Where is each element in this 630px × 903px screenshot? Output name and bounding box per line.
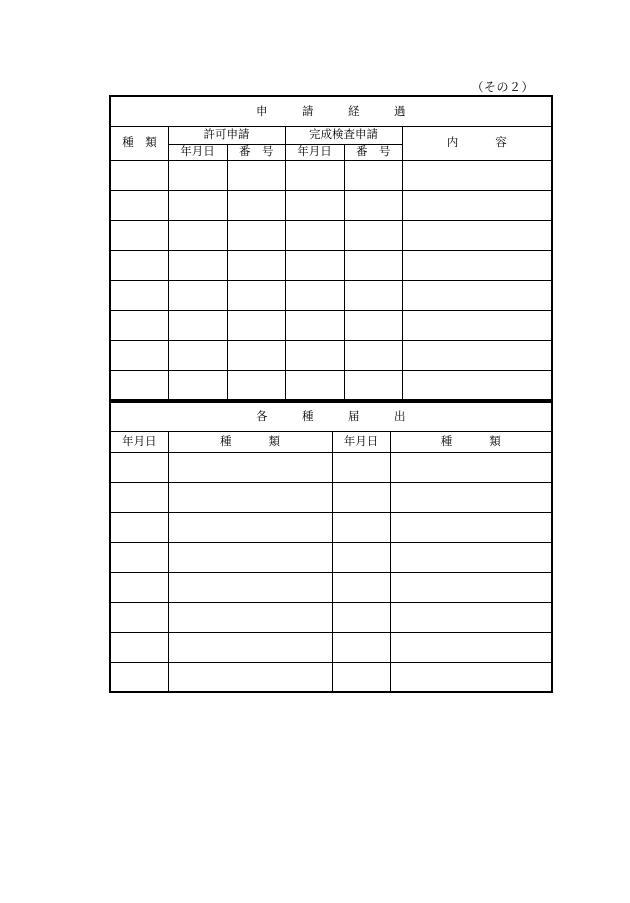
completion-date-cell[interactable] bbox=[285, 310, 344, 340]
content-cell[interactable] bbox=[402, 160, 552, 190]
content-cell[interactable] bbox=[402, 250, 552, 280]
application-row bbox=[110, 340, 552, 370]
completion-number-cell[interactable] bbox=[344, 280, 402, 310]
header-permit-number bbox=[227, 144, 285, 160]
header-type bbox=[110, 126, 168, 160]
type-left-cell[interactable] bbox=[168, 512, 332, 542]
date-left-cell[interactable] bbox=[110, 632, 168, 662]
header-completion-number-text: 番 号 bbox=[356, 144, 391, 159]
permit-date-cell[interactable] bbox=[168, 220, 227, 250]
completion-number-cell[interactable] bbox=[344, 370, 402, 400]
header-date-right: 年月日 bbox=[332, 431, 390, 452]
application-row bbox=[110, 310, 552, 340]
completion-date-cell[interactable] bbox=[285, 160, 344, 190]
header-type-left bbox=[168, 431, 332, 452]
type-right-cell[interactable] bbox=[390, 572, 552, 602]
completion-date-cell[interactable] bbox=[285, 220, 344, 250]
header-permit-date: 年月日 bbox=[168, 144, 227, 160]
permit-date-cell[interactable] bbox=[168, 280, 227, 310]
completion-number-cell[interactable] bbox=[344, 310, 402, 340]
type-cell[interactable] bbox=[110, 310, 168, 340]
date-right-cell[interactable] bbox=[332, 572, 390, 602]
permit-number-cell[interactable] bbox=[227, 190, 285, 220]
completion-date-cell[interactable] bbox=[285, 250, 344, 280]
application-row bbox=[110, 370, 552, 400]
type-cell[interactable] bbox=[110, 370, 168, 400]
date-right-cell[interactable] bbox=[332, 482, 390, 512]
application-row bbox=[110, 220, 552, 250]
type-cell[interactable] bbox=[110, 280, 168, 310]
permit-date-cell[interactable] bbox=[168, 160, 227, 190]
type-right-cell[interactable] bbox=[390, 482, 552, 512]
type-cell[interactable] bbox=[110, 250, 168, 280]
type-right-cell[interactable] bbox=[390, 632, 552, 662]
header-type-left-text: 種 類 bbox=[220, 433, 280, 448]
content-cell[interactable] bbox=[402, 370, 552, 400]
header-content bbox=[402, 126, 552, 160]
type-left-cell[interactable] bbox=[168, 482, 332, 512]
permit-number-cell[interactable] bbox=[227, 280, 285, 310]
completion-number-cell[interactable] bbox=[344, 220, 402, 250]
permit-number-cell[interactable] bbox=[227, 250, 285, 280]
date-left-cell[interactable] bbox=[110, 572, 168, 602]
type-cell[interactable] bbox=[110, 340, 168, 370]
notification-row bbox=[110, 632, 552, 662]
application-row bbox=[110, 160, 552, 190]
header-content-text: 内 容 bbox=[446, 135, 507, 150]
notification-row bbox=[110, 572, 552, 602]
type-cell[interactable] bbox=[110, 220, 168, 250]
permit-date-cell[interactable] bbox=[168, 310, 227, 340]
type-left-cell[interactable] bbox=[168, 572, 332, 602]
notifications-table bbox=[109, 401, 553, 693]
header-completion-date: 年月日 bbox=[285, 144, 344, 160]
notification-row bbox=[110, 542, 552, 572]
notification-row bbox=[110, 482, 552, 512]
header-type-text: 種 類 bbox=[122, 135, 157, 150]
type-right-cell[interactable] bbox=[390, 452, 552, 482]
date-right-cell[interactable] bbox=[332, 632, 390, 662]
header-completion-inspection: 完成検査申請 bbox=[285, 126, 402, 144]
notifications-title-text: 各 種 届 出 bbox=[256, 409, 406, 423]
notification-row bbox=[110, 662, 552, 692]
completion-number-cell[interactable] bbox=[344, 160, 402, 190]
completion-number-cell[interactable] bbox=[344, 190, 402, 220]
date-left-cell[interactable] bbox=[110, 602, 168, 632]
date-right-cell[interactable] bbox=[332, 512, 390, 542]
application-row bbox=[110, 190, 552, 220]
type-right-cell[interactable] bbox=[390, 512, 552, 542]
header-permit-number-text: 番 号 bbox=[239, 144, 274, 159]
completion-number-cell[interactable] bbox=[344, 250, 402, 280]
permit-number-cell[interactable] bbox=[227, 370, 285, 400]
completion-date-cell[interactable] bbox=[285, 280, 344, 310]
permit-date-cell[interactable] bbox=[168, 340, 227, 370]
header-permit-application: 許可申請 bbox=[168, 126, 285, 144]
date-left-cell[interactable] bbox=[110, 542, 168, 572]
type-right-cell[interactable] bbox=[390, 662, 552, 692]
completion-number-cell[interactable] bbox=[344, 340, 402, 370]
date-left-cell[interactable] bbox=[110, 512, 168, 542]
notifications-title bbox=[110, 402, 552, 431]
completion-date-cell[interactable] bbox=[285, 370, 344, 400]
notification-row bbox=[110, 512, 552, 542]
application-history-table bbox=[109, 95, 553, 401]
date-left-cell[interactable] bbox=[110, 662, 168, 692]
page-label: （その２） bbox=[471, 80, 534, 94]
type-cell[interactable] bbox=[110, 190, 168, 220]
header-type-right-text: 種 類 bbox=[440, 433, 501, 448]
permit-number-cell[interactable] bbox=[227, 310, 285, 340]
date-right-cell[interactable] bbox=[332, 452, 390, 482]
permit-number-cell[interactable] bbox=[227, 220, 285, 250]
permit-date-cell[interactable] bbox=[168, 370, 227, 400]
type-left-cell[interactable] bbox=[168, 632, 332, 662]
permit-date-cell[interactable] bbox=[168, 250, 227, 280]
application-row bbox=[110, 280, 552, 310]
date-left-cell[interactable] bbox=[110, 452, 168, 482]
permit-date-cell[interactable] bbox=[168, 190, 227, 220]
permit-number-cell[interactable] bbox=[227, 340, 285, 370]
header-date-left: 年月日 bbox=[110, 431, 168, 452]
type-left-cell[interactable] bbox=[168, 662, 332, 692]
date-right-cell[interactable] bbox=[332, 662, 390, 692]
content-cell[interactable] bbox=[402, 340, 552, 370]
permit-number-cell[interactable] bbox=[227, 160, 285, 190]
content-cell[interactable] bbox=[402, 310, 552, 340]
completion-date-cell[interactable] bbox=[285, 190, 344, 220]
content-cell[interactable] bbox=[402, 220, 552, 250]
content-cell[interactable] bbox=[402, 280, 552, 310]
header-completion-number bbox=[344, 144, 402, 160]
type-cell[interactable] bbox=[110, 160, 168, 190]
completion-date-cell[interactable] bbox=[285, 340, 344, 370]
date-right-cell[interactable] bbox=[332, 542, 390, 572]
notification-row bbox=[110, 602, 552, 632]
application-history-title bbox=[110, 96, 552, 126]
application-row bbox=[110, 250, 552, 280]
type-left-cell[interactable] bbox=[168, 602, 332, 632]
header-type-right bbox=[390, 431, 552, 452]
date-left-cell[interactable] bbox=[110, 482, 168, 512]
type-left-cell[interactable] bbox=[168, 542, 332, 572]
date-right-cell[interactable] bbox=[332, 602, 390, 632]
type-right-cell[interactable] bbox=[390, 542, 552, 572]
type-right-cell[interactable] bbox=[390, 602, 552, 632]
type-left-cell[interactable] bbox=[168, 452, 332, 482]
application-history-title-text: 申 請 経 過 bbox=[256, 103, 406, 118]
notification-row bbox=[110, 452, 552, 482]
content-cell[interactable] bbox=[402, 190, 552, 220]
